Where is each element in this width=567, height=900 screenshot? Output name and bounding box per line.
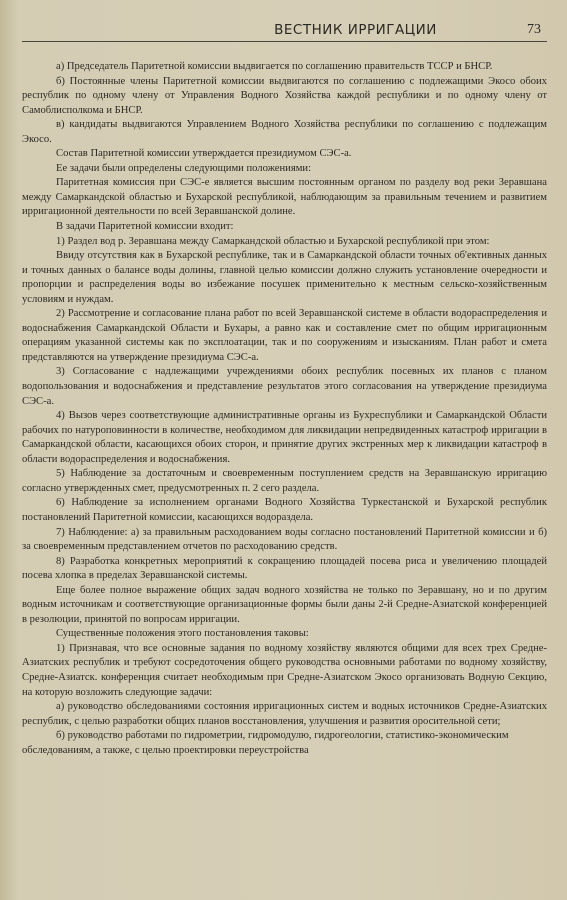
journal-title: ВЕСТНИК ИРРИГАЦИИ bbox=[274, 22, 437, 38]
paragraph: 4) Вызов через соответствующие административные органы из Бухреспублики и Самаркандской Области рабочих по натуроповинности в количестве, необходимом для ликвидации непредвиденных катастроф ирригации в Самаркандской области, касающихся обоих сторон, и принятие других экстренных мер к ликвидации катастроф в области водораспределения и водоснабжения. bbox=[22, 410, 547, 465]
paragraph: а) Председатель Паритетной комиссии выдвигается по соглашению правительств ТССР и БНСР. bbox=[56, 61, 493, 72]
paragraph: 1) Раздел вод р. Зеравшана между Самаркандской областью и Бухарской республикой при этом: bbox=[56, 235, 490, 247]
paragraph: Паритетная комиссия при СЭС-е является высшим постоянным органом по разделу вод реки Зеравшана между Самаркандской областью и Бухарской республикой, наблюдающим за правильным течением и развитием ирригационной деятельности по всей Зеравшанской долине. bbox=[22, 177, 547, 218]
paragraph: 8) Разработка конкретных мероприятий к сокращению площадей посева риса и увеличению площадей посева хлопка в пределах Зеравшанской системы. bbox=[22, 555, 547, 582]
paragraph: Состав Паритетной комиссии утверждается президиумом СЭС-а. bbox=[56, 148, 352, 160]
paragraph: в) кандидаты выдвигаются Управлением Водного Хозяйства республики по соглашению с подлежащим Экосо. bbox=[22, 119, 547, 145]
paragraph: В задачи Паритетной комиссии входит: bbox=[56, 221, 234, 233]
paragraph: 5) Наблюдение за достаточным и своевременным поступлением средств на Зеравшанскую ирригацию согласно утвержденных смет, предусмотренных п. 2 сего раздела. bbox=[22, 468, 547, 494]
page-number: 73 bbox=[527, 22, 541, 37]
paragraph: 6) Наблюдение за исполнением органами Водного Хозяйства Туркестанской и Бухарской республик постановлений Паритетной комиссии, касающихся водораздела. bbox=[22, 497, 547, 523]
page-body bbox=[22, 42, 547, 758]
paragraph: б) руководство работами по гидрометрии, гидромодулю, гидрогеологии, статистико-экономическим обследованиям, а также, с целью проектировки переустройства bbox=[22, 730, 509, 756]
paragraph: 1) Признавая, что все основные задания по водному хозяйству являются общими для всех трех Средне-Азиатских республик и требуют сосредоточения общего руководства основными работами по водному хозяйству, Средне-Азиатск. конференция считает необходимым при Средне-Азиатском Экосо организовать Водную Секцию, на которую возложить следующие задачи: bbox=[22, 642, 547, 698]
paragraph: 3) Согласование с надлежащими учреждениями обоих республик посевных их планов с планом водопользования и водоснабжения и представление результатов этого согласования на утверждение президиума СЭС-а. bbox=[22, 366, 547, 407]
paragraph: а) руководство обследованиями состояния ирригационных систем и водных источников Средне-Азиатских республик, с целью разработки общих планов восстановления, улучшения и развития оросительной сети; bbox=[22, 701, 547, 727]
paragraph: Существенные положения этого постановления таковы: bbox=[56, 628, 309, 640]
paragraph: б) Постоянные члены Паритетной комиссии выдвигаются по соглашению с подлежащими Экосо обоих республик по одному члену от Управления Водного Хозяйства каждой республики и по одному члену от Самоблисполкома и БНСР. bbox=[22, 75, 547, 116]
paragraph: 7) Наблюдение: а) за правильным расходованием воды согласно постановлений Паритетной комиссии и б) за своевременным представлением отчетов по расходованию средств. bbox=[22, 526, 547, 553]
paragraph: Еще более полное выражение общих задач водного хозяйства не только по Зеравшану, но и по другим водным источникам и соответствующие организационные формы были даны 2-й Средне-Азиатской конференцией в резолюции, принятой по вопросам ирригации. bbox=[22, 584, 547, 625]
page-header bbox=[22, 0, 547, 42]
paragraph: Ввиду отсутствия как в Бухарской республике, так и в Самаркандской области точных об'ективных данных и точных данных о балансе воды долины, главной целью комиссии должно служить установление очередности и пропорции и распределения воды во избежание посушек применительно к местным сельско-хозяйственным условиям и нуждам. bbox=[22, 250, 547, 305]
paragraph: 2) Рассмотрение и согласование плана работ по всей Зеравшанской системе в области водораспределения и водоснабжения Самаркандской Области и Бухары, а равно как и составление смет по общим ирригационным операциям указанной системы как по эксплоатации, так и по сооружениям и изысканиям. План работ и смета представляются на утверждение президиума СЭС-а. bbox=[22, 308, 547, 363]
paragraph: Ее задачи были определены следующими положениями: bbox=[56, 162, 312, 174]
